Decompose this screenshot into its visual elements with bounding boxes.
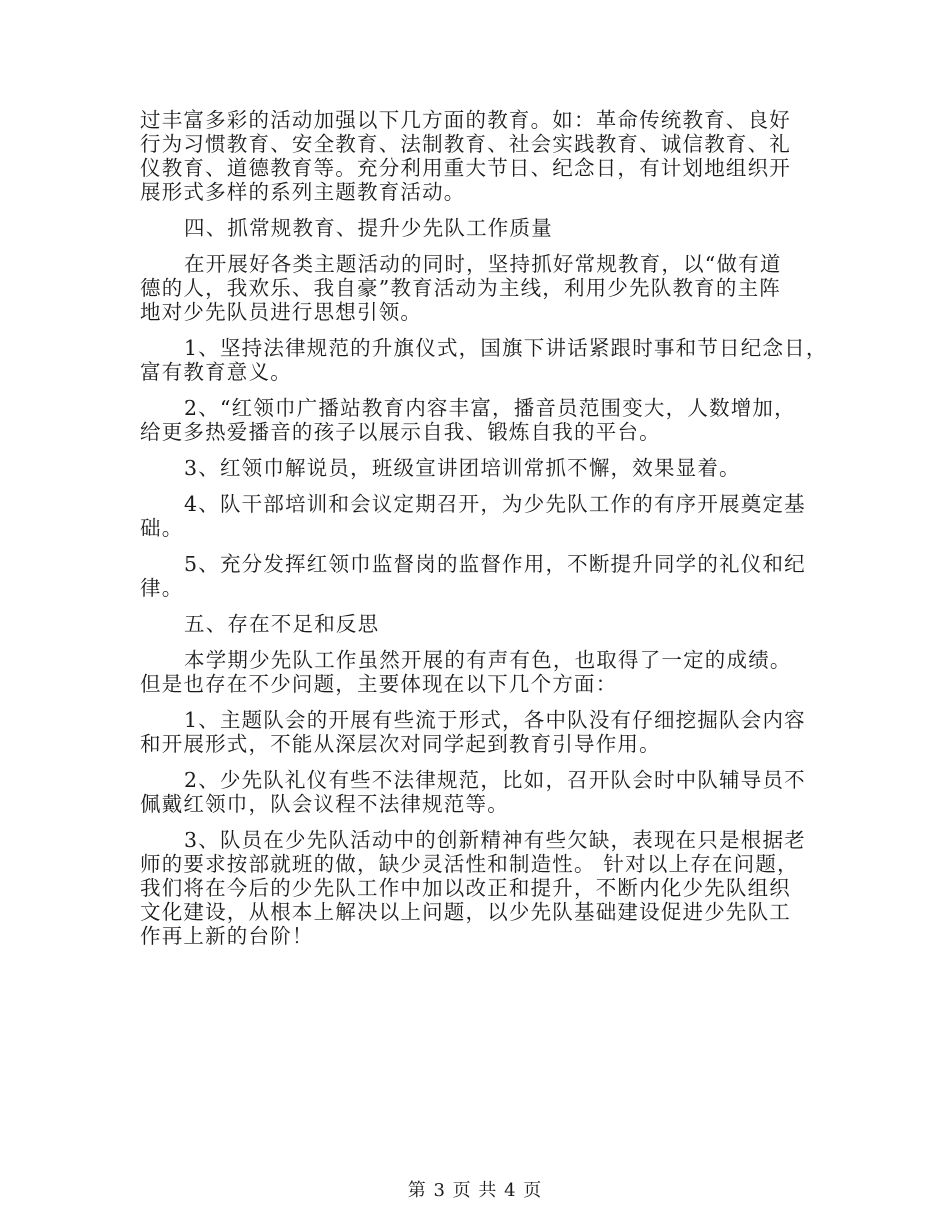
paragraph-gap: [140, 756, 812, 768]
paragraph-gap: [140, 444, 812, 456]
total-pages-number: 4: [504, 1180, 517, 1201]
paragraph-line: 地对少先队员进行思想引领。: [140, 300, 423, 324]
paragraph-line: 础。: [140, 516, 184, 540]
paragraph: [140, 252, 812, 324]
paragraph-gap: [140, 636, 812, 648]
document-body: [140, 108, 828, 948]
paragraph-line: 师的要求按部就班的做，缺少灵活性和制造性。 针对以上存在问题，: [140, 852, 799, 876]
paragraph-line: 我们将在今后的少先队工作中加以改正和提升，不断内化少先队组织: [140, 876, 791, 900]
paragraph-line: 作再上新的台阶！: [140, 924, 314, 948]
current-page-number: 3: [433, 1180, 446, 1201]
paragraph-line: 行为习惯教育、安全教育、法制教育、社会实践教育、诚信教育、礼: [140, 132, 791, 156]
page-number-prefix: 第: [407, 1180, 427, 1201]
paragraph-line: 仪教育、道德教育等。充分利用重大节日、纪念日，有计划地组织开: [140, 156, 791, 180]
paragraph: [140, 108, 812, 204]
paragraph-line: 和开展形式，不能从深层次对同学起到教育引导作用。: [140, 732, 661, 756]
paragraph-line: 但是也存在不少问题，主要体现在以下几个方面：: [140, 672, 618, 696]
paragraph: [140, 552, 812, 600]
paragraph: [140, 492, 812, 540]
paragraph: [140, 336, 828, 384]
paragraph: [140, 828, 812, 948]
paragraph-line: 4、队干部培训和会议定期召开，为少先队工作的有序开展奠定基: [184, 492, 806, 516]
paragraph-gap: [140, 540, 812, 552]
paragraph-line: 德的人，我欢乐、我自豪”教育活动为主线，利用少先队教育的主阵: [140, 276, 781, 300]
paragraph-gap: [140, 480, 812, 492]
paragraph-line: 富有教育意义。: [140, 360, 292, 384]
paragraph-line: 3、队员在少先队活动中的创新精神有些欠缺，表现在只是根据老: [184, 828, 806, 852]
paragraph-line: 佩戴红领巾，队会议程不法律规范等。: [140, 792, 509, 816]
paragraph-gap: [140, 324, 812, 336]
paragraph-line: 2、“红领巾广播站教育内容丰富，播音员范围变大，人数增加，: [184, 396, 796, 420]
page-footer: [0, 1180, 950, 1202]
paragraph-line: 在开展好各类主题活动的同时，坚持抓好常规教育，以“做有道: [184, 252, 782, 276]
paragraph-line: 2、少先队礼仪有些不法律规范，比如，召开队会时中队辅导员不: [184, 768, 806, 792]
paragraph-line: 给更多热爱播音的孩子以展示自我、锻炼自我的平台。: [140, 420, 661, 444]
paragraph-line: 5、充分发挥红领巾监督岗的监督作用，不断提升同学的礼仪和纪: [184, 552, 806, 576]
paragraph: [140, 768, 812, 816]
paragraph-line: 律。: [140, 576, 184, 600]
paragraph-line: 四、抓常规教育、提升少先队工作质量: [184, 216, 553, 240]
paragraph: [140, 456, 812, 480]
paragraph: [140, 708, 812, 756]
page-number-suffix: 页: [523, 1180, 543, 1201]
paragraph-line: 3、红领巾解说员，班级宣讲团培训常抓不懈，效果显着。: [184, 456, 741, 480]
paragraph-line: 本学期少先队工作虽然开展的有声有色，也取得了一定的成绩。: [184, 648, 792, 672]
paragraph: [140, 612, 812, 636]
paragraph: [140, 216, 812, 240]
paragraph-line: 五、存在不足和反思: [184, 612, 380, 636]
paragraph-line: 展形式多样的系列主题教育活动。: [140, 180, 466, 204]
paragraph-line: 过丰富多彩的活动加强以下几方面的教育。如：革命传统教育、良好: [140, 108, 791, 132]
paragraph: [140, 396, 812, 444]
paragraph-line: 1、主题队会的开展有些流于形式，各中队没有仔细挖掘队会内容: [184, 708, 806, 732]
paragraph-gap: [140, 384, 812, 396]
paragraph-gap: [140, 600, 812, 612]
paragraph-gap: [140, 816, 812, 828]
paragraph-line: 文化建设，从根本上解决以上问题，以少先队基础建设促进少先队工: [140, 900, 791, 924]
paragraph-line: 1、坚持法律规范的升旗仪式，国旗下讲话紧跟时事和节日纪念日，: [184, 336, 828, 360]
paragraph-gap: [140, 240, 812, 252]
paragraph-gap: [140, 204, 812, 216]
paragraph-gap: [140, 696, 812, 708]
page-number-mid: 页 共: [452, 1180, 498, 1201]
paragraph: [140, 648, 812, 696]
